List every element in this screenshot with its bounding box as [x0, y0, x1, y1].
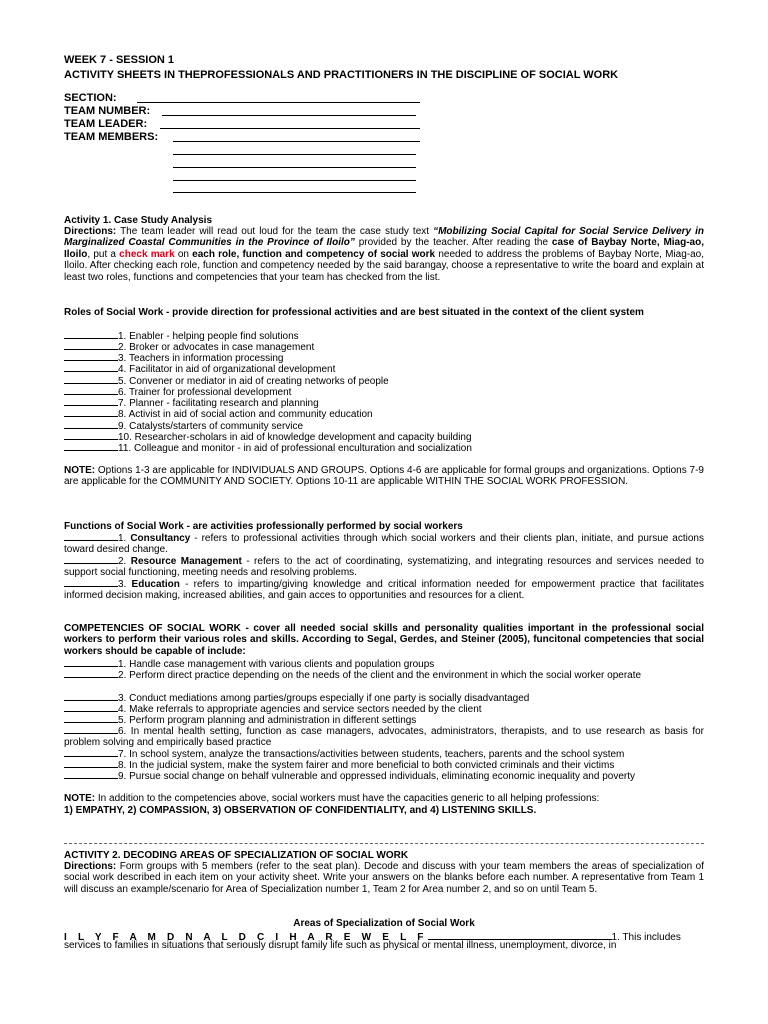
area-item-1: I L Y F A M D N A L D C I H A R E W E L F 1. This includes [64, 929, 704, 943]
competencies-heading: COMPETENCIES OF SOCIAL WORK - cover all needed social skills and personality qualities important in the professional social workers to perform their various roles and skills. According to Segal, Gerdes, and Steiner (2005), funcitonal competencies that social workers should be capable of include: [64, 623, 704, 657]
role-check-blank[interactable] [64, 397, 118, 406]
role-check-blank[interactable] [64, 352, 118, 361]
function-item: 3. Education - refers to imparting/giving knowledge and critical information needed for empowerment practice that facilitates informed decision making, increased abilities, and gain acces to opportunities and resources for a client. [64, 579, 704, 602]
roles-note: NOTE: Options 1-3 are applicable for INDIVIDUALS AND GROUPS. Options 4-6 are applicable for formal groups and organizations. Options 7-9 are applicable for the COMMUNITY AND SOCIETY. Options 10-11 are applicable WITHIN THE SOCIAL WORK PROFESSION. [64, 465, 704, 488]
function-item: 1. Consultancy - refers to professional activities through which social workers and their clients plan, initiate, and pursue actions toward desired change. [64, 533, 704, 556]
competency-check-blank[interactable] [64, 658, 118, 667]
competency-item: 4. Make referrals to appropriate agencies and service sectors needed by the client [64, 703, 704, 715]
section-divider [64, 843, 704, 844]
document-title: ACTIVITY SHEETS IN THEPROFESSIONALS AND PRACTITIONERS IN THE DISCIPLINE OF SOCIAL WORK [64, 69, 619, 81]
competency-item: 1. Handle case management with various clients and population groups [64, 658, 704, 670]
competency-check-blank[interactable] [64, 714, 118, 723]
role-item: 5. Convener or mediator in aid of creating networks of people [64, 375, 704, 387]
functions-heading: Functions of Social Work - are activities professionally performed by social workers [64, 521, 463, 532]
competency-item: 6. In mental health setting, function as case managers, advocates, administrators, therapists, and to use research as basis for problem solving and empirically based practice [64, 726, 704, 749]
role-item: 8. Activist in aid of social action and community education [64, 408, 704, 420]
role-check-blank[interactable] [64, 408, 118, 417]
scrambled-word: I L Y F A M D N A L D C I H A R E W E L F [64, 932, 428, 943]
section-label: SECTION: [64, 92, 117, 104]
team-leader-label: TEAM LEADER: [64, 118, 148, 130]
competency-check-blank[interactable] [64, 770, 118, 779]
competencies-note: NOTE: In addition to the competencies above, social workers must have the capacities generic to all helping professions: [64, 793, 600, 804]
competency-check-blank[interactable] [64, 725, 118, 734]
role-item: 6. Trainer for professional development [64, 386, 704, 398]
competency-item: 7. In school system, analyze the transactions/activities between students, teachers, parents and the school system [64, 748, 704, 760]
role-check-blank[interactable] [64, 363, 118, 372]
function-check-blank[interactable] [64, 532, 118, 541]
area-answer-blank[interactable] [428, 929, 612, 940]
competency-check-blank[interactable] [64, 669, 118, 678]
role-check-blank[interactable] [64, 330, 118, 339]
activity1-title: Activity 1. Case Study Analysis [64, 215, 213, 226]
role-item: 1. Enabler - helping people find solutions [64, 330, 704, 342]
competency-item: 8. In the judicial system, make the system fairer and more beneficial to both convicted criminals and their victims [64, 759, 704, 771]
role-item: 11. Colleague and monitor - in aid of professional enculturation and socialization [64, 442, 704, 454]
week-session-title: WEEK 7 - SESSION 1 [64, 54, 175, 66]
team-member-field-1[interactable] [173, 141, 420, 142]
team-member-field-2[interactable] [173, 154, 416, 155]
role-item: 10. Researcher-scholars in aid of knowledge development and capacity building [64, 431, 704, 443]
role-check-blank[interactable] [64, 341, 118, 350]
competency-item: 3. Conduct mediations among parties/groups especially if one party is socially disadvantaged [64, 692, 704, 704]
roles-heading: Roles of Social Work - provide direction for professional activities and are best situated in the context of the client system [64, 307, 644, 318]
activity2-title: ACTIVITY 2. DECODING AREAS OF SPECIALIZATION OF SOCIAL WORK [64, 850, 409, 861]
activity1-directions: Directions: The team leader will read out loud for the team the case study text “Mobilizing Social Capital for Social Service Delivery in Marginalized Coastal Communities in the Province of Iloilo” provided by the teacher. After reading the case of Baybay Norte, Miag-ao, Iloilo, put a check mark on each role, function and competency of social work needed to address the problems of Baybay Norte, Miag-ao, Iloilo. After checking each role, function and competency needed by the said barangay, choose a representative to write the board and explain at least two roles, functions and competencies that your team has checked from the list. [64, 226, 705, 283]
activity2-directions: Directions: Form groups with 5 members (refer to the seat plan). Decode and discuss with your team members the areas of specialization of social work described in each item on your activity sheet. Write your answers on the blanks before each number. A representative from Team 1 will discuss an example/scenario for Area of Specialization number 1, Team 2 for Area number 2, and so on until Team 5. [64, 861, 704, 895]
team-leader-field[interactable] [160, 128, 420, 129]
role-check-blank[interactable] [64, 386, 118, 395]
team-number-label: TEAM NUMBER: [64, 105, 151, 117]
competency-check-blank[interactable] [64, 748, 118, 757]
areas-heading: Areas of Specialization of Social Work [293, 918, 475, 929]
area-item-1-text: services to families in situations that seriously disrupt family life such as physical or mental illness, unemployment, divorce, in [64, 940, 617, 951]
role-check-blank[interactable] [64, 420, 118, 429]
competency-check-blank[interactable] [64, 692, 118, 701]
team-member-field-4[interactable] [173, 180, 416, 181]
role-item: 9. Catalysts/starters of community service [64, 420, 704, 432]
function-check-blank[interactable] [64, 555, 118, 564]
team-member-field-5[interactable] [173, 192, 416, 193]
role-item: 2. Broker or advocates in case management [64, 341, 704, 353]
team-number-field[interactable] [162, 115, 416, 116]
check-mark-text: check mark [119, 248, 175, 260]
role-check-blank[interactable] [64, 431, 118, 440]
role-item: 4. Facilitator in aid of organizational development [64, 363, 704, 375]
function-item: 2. Resource Management - refers to the act of coordinating, systematizing, and integrating resources and services needed to support social functioning, meeting needs and resolving problems. [64, 556, 704, 579]
role-check-blank[interactable] [64, 375, 118, 384]
team-members-label: TEAM MEMBERS: [64, 131, 159, 143]
section-field[interactable] [137, 102, 420, 103]
function-check-blank[interactable] [64, 578, 118, 587]
competencies-note-skills: 1) EMPATHY, 2) COMPASSION, 3) OBSERVATION OF CONFIDENTIALITY, and 4) LISTENING SKILLS. [64, 805, 537, 816]
competency-check-blank[interactable] [64, 703, 118, 712]
competency-item: 5. Perform program planning and administration in different settings [64, 714, 704, 726]
role-item: 3. Teachers in information processing [64, 352, 704, 364]
competency-item: 2. Perform direct practice depending on the needs of the client and the environment in which the social worker operate [64, 669, 704, 681]
role-item: 7. Planner - facilitating research and planning [64, 397, 704, 409]
competency-item: 9. Pursue social change on behalf vulnerable and oppressed individuals, eliminating economic inequality and poverty [64, 770, 704, 782]
team-member-field-3[interactable] [173, 167, 416, 168]
role-check-blank[interactable] [64, 442, 118, 451]
competency-check-blank[interactable] [64, 759, 118, 768]
